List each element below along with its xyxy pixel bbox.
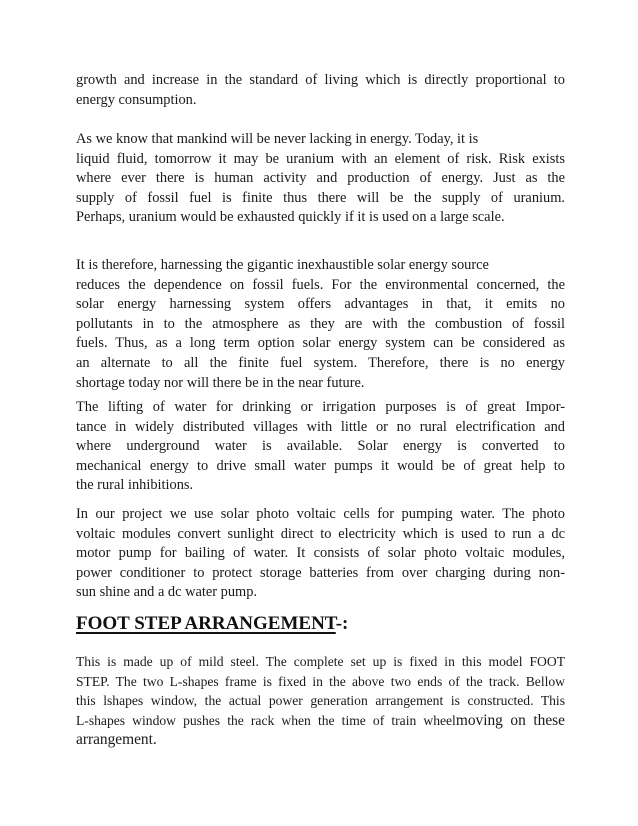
paragraph-line: reduces the dependence on fossil fuels. For the environmental concerned, the (76, 276, 565, 293)
paragraph-line: motor pump for bailing of water. It consists of solar photo voltaic modules, (76, 545, 565, 562)
paragraph-line: energy consumption. (76, 91, 197, 108)
paragraph-line: supply of fossil fuel is finite thus there will be the supply of uranium. (76, 189, 565, 206)
paragraph-line: an alternate to all the finite fuel system. Therefore, there is no energy (76, 354, 565, 371)
paragraph-line: this lshapes window, the actual power generation arrangement is constructed. This (76, 693, 565, 709)
paragraph-line: fuels. Thus, as a long term option solar energy system can be considered as (76, 335, 565, 352)
paragraph-line: where underground water is available. Solar energy is converted to (76, 438, 565, 455)
section-heading (76, 612, 348, 636)
paragraph-5 (76, 505, 565, 603)
paragraph-line: shortage today nor will there be in the near future. (76, 374, 365, 391)
paragraph-line: solar energy harnessing system offers advantages in that, it emits no (76, 296, 565, 313)
paragraph-line: mechanical energy to drive small water pumps it would be of great help to (76, 457, 565, 474)
paragraph-line: the rural inhibitions. (76, 477, 194, 494)
paragraph-line: where ever there is human activity and production of energy. Just as the (76, 170, 565, 187)
paragraph-line: It is therefore, harnessing the gigantic inexhaustible solar energy source (76, 257, 489, 273)
section-heading-title: FOOT STEP ARRANGEMENT (76, 613, 336, 634)
section-heading-suffix: -: (335, 613, 349, 634)
paragraph-line: growth and increase in the standard of living which is directly proportional to (76, 72, 565, 88)
paragraph-line-mixed (76, 711, 565, 731)
paragraph-6 (76, 652, 565, 750)
paragraph-line: tance in widely distributed villages with little or no rural electrification and (76, 418, 565, 435)
paragraph-line: liquid fluid, tomorrow it may be uranium with an element of risk. Risk exists (76, 150, 565, 167)
paragraph-line: This is made up of mild steel. The complete set up is fixed in this model FOOT (76, 654, 565, 669)
paragraph-line: The lifting of water for drinking or irrigation purposes is of great Impor- (76, 399, 565, 415)
paragraph-line: As we know that mankind will be never lacking in energy. Today, it is (76, 131, 479, 147)
paragraph-line: voltaic modules convert sunlight direct to electricity which is used to run a dc (76, 525, 565, 542)
paragraph-line: In our project we use solar photo voltaic cells for pumping water. The photo (76, 506, 565, 522)
paragraph-line: sun shine and a dc water pump. (76, 584, 258, 601)
paragraph-line: power conditioner to protect storage batteries from over charging during non- (76, 564, 565, 581)
paragraph-line: arrangement. (76, 731, 157, 749)
paragraph-line-end: moving on these (455, 711, 565, 729)
paragraph-1 (76, 71, 565, 110)
paragraph-2 (76, 130, 565, 228)
paragraph-line: Perhaps, uranium would be exhausted quickly if it is used on a large scale. (76, 209, 505, 226)
paragraph-3 (76, 256, 565, 393)
paragraph-4 (76, 398, 565, 496)
paragraph-line: pollutants in to the atmosphere as they are with the combustion of fossil (76, 315, 565, 332)
paragraph-line-start: L-shapes window pushes the rack when the time of train wheel (76, 712, 456, 728)
paragraph-line: STEP. The two L-shapes frame is fixed in the above two ends of the track. Bellow (76, 673, 565, 689)
